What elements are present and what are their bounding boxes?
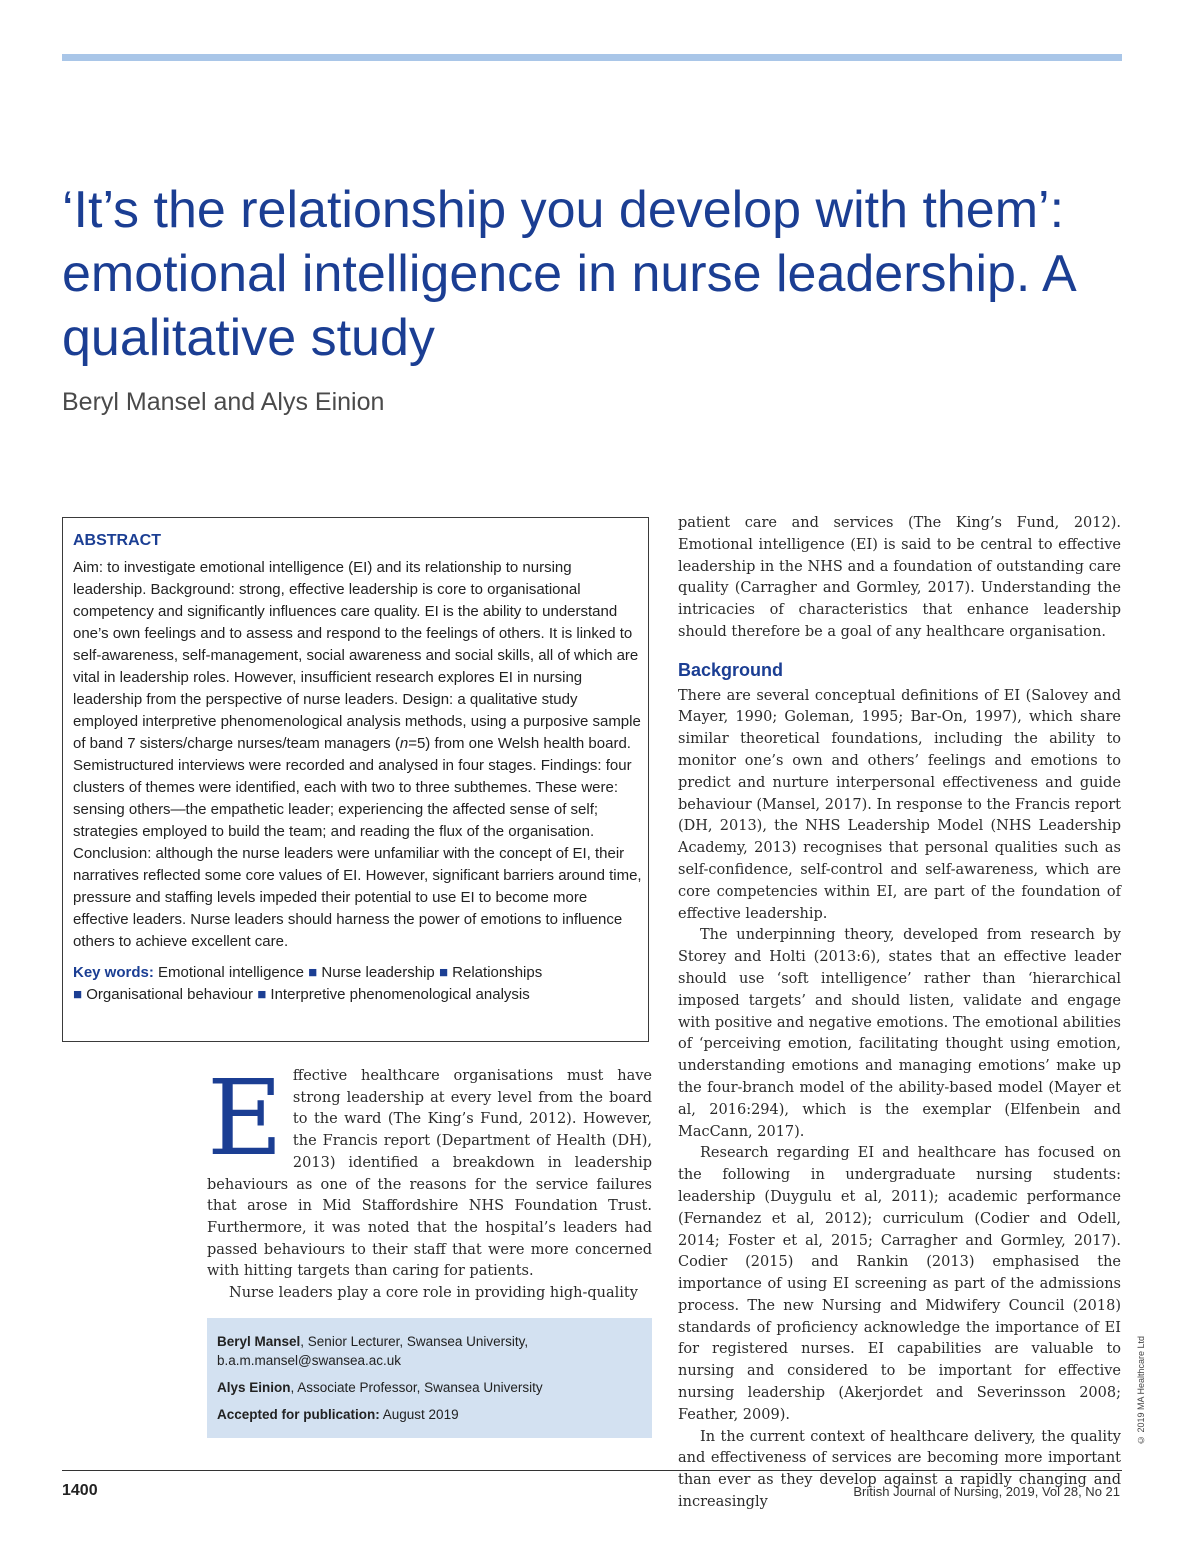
- accepted-for-publication: [217, 1405, 652, 1424]
- affiliation-author1-details: , Senior Lecturer, Swansea University,: [300, 1334, 529, 1349]
- article-authors: Beryl Mansel and Alys Einion: [62, 388, 385, 416]
- affiliation-author2-details: , Associate Professor, Swansea University: [290, 1380, 543, 1395]
- keyword-item: Interpretive phenomenological analysis: [270, 986, 530, 1003]
- abstract-text-part1: Aim: to investigate emotional intelligence (EI) and its relationship to nursing leadership. Background: strong, effective leadership is core to organisational competency and significantly influences care quality. EI is the ability to understand one’s own feelings and to assess and respond to the feelings of others. It is linked to self-awareness, self-management, social awareness and social skills, all of which are vital in leadership roles. However, insufficient research explores EI in nursing leadership from the perspective of nurse leaders. Design: a qualitative study employed interpretive phenomenological analysis methods, using a purposive sample of band 7 sisters/charge nurses/team managers (: [73, 559, 641, 752]
- keyword-item: Emotional intelligence: [158, 964, 304, 981]
- intro-paragraph: Nurse leaders play a core role in providing high-quality: [229, 1285, 638, 1302]
- body-paragraph: The underpinning theory, developed from research by Storey and Holti (2013:6), states that an effective leader should use ‘soft intelligence’ rather than ‘hierarchical imposed targets’ and should listen, validate and engage with positive and negative emotions. The emotional abilities of ‘perceiving emotion, facilitating thought using emotion, understanding emotions and managing emotions’ make up the four-branch model of the ability-based model (Mayer et al, 2016:294), which is the exemplar (Elfenbein and MacCann, 2017).: [678, 927, 1121, 1140]
- affiliation-author1-email: b.a.m.mansel@swansea.ac.uk: [217, 1353, 402, 1368]
- body-paragraph: patient care and services (The King’s Fund, 2012). Emotional intelligence (EI) is said to be central to effective leadership in the NHS and a foundation of outstanding care quality (Carragher and Gormley, 2017). Understanding the intricacies of characteristics that enhance leadership should therefore be a goal of any healthcare organisation.: [678, 515, 1121, 640]
- intro-column: [207, 1057, 652, 1305]
- affiliation-author2: [217, 1378, 652, 1397]
- keyword-bullet-icon: ■: [438, 964, 448, 981]
- footer-rule: [62, 1470, 1122, 1471]
- keyword-item: Organisational behaviour: [86, 986, 254, 1003]
- intro-paragraph: ffective healthcare organisations must have strong leadership at every level from the board to the ward (The King’s Fund, 2012). However, the Francis report (Department of Health (DH), 2013) identified a breakdown in leadership behaviours as one of the reasons for the service failures that arose in Mid Staffordshire NHS Foundation Trust. Furthermore, it was noted that the hospital’s leaders had passed behaviours to their staff that were more concerned with hitting targets than caring for patients.: [207, 1068, 652, 1280]
- keyword-bullet-icon: ■: [73, 986, 83, 1003]
- author-affiliations-box: [207, 1318, 652, 1438]
- abstract-n-italic: n: [399, 735, 409, 752]
- body-paragraph: There are several conceptual definitions of EI (Salovey and Mayer, 1990; Goleman, 1995; Bar-On, 1997), which share similar theoretical foundations, including the ability to monitor one’s own and others’ feelings and emotions to predict and nurture interpersonal effectiveness and guide behaviour (Mansel, 2017). In response to the Francis report (DH, 2013), the NHS Leadership Model (NHS Leadership Academy, 2013) recognises that personal qualities such as self-confidence, self-control and self-awareness, which are core competencies within EI, are part of the foundation of effective leadership.: [678, 687, 1121, 922]
- article-title: ‘It’s the relationship you develop with them’: emotional intelligence in nurse leadership. A qualitative study: [62, 181, 1074, 367]
- affiliation-author2-name: Alys Einion: [217, 1380, 291, 1395]
- top-rule: [62, 54, 1122, 61]
- drop-cap: E: [207, 1057, 283, 1179]
- keywords-label: Key words:: [73, 964, 154, 981]
- affiliation-author1-name: Beryl Mansel: [217, 1334, 301, 1349]
- abstract-text-part2: =5) from one Welsh health board. Semistructured interviews were recorded and analysed in four stages. Findings: four clusters of themes were identified, each with two to three subthemes. These were: sensing others—the empathetic leader; experiencing the affected sense of self; strategies employed to build the team; and reading the flux of the organisation. Conclusion: although the nurse leaders were unfamiliar with the concept of EI, their narratives reflected some core values of EI. However, significant barriers around time, pressure and staffing levels impeded their potential to use EI to become more effective leaders. Nurse leaders should harness the power of emotions to influence others to achieve excellent care.: [73, 735, 642, 950]
- section-heading-background: Background: [678, 659, 784, 680]
- accepted-label: Accepted for publication:: [217, 1407, 380, 1422]
- accepted-date: August 2019: [379, 1407, 459, 1422]
- journal-reference: British Journal of Nursing, 2019, Vol 28, No 21: [853, 1484, 1120, 1499]
- abstract-text: [73, 557, 643, 953]
- page-number: 1400: [62, 1482, 98, 1499]
- body-paragraph: In the current context of healthcare delivery, the quality and effectiveness of services are becoming more important than ever as they develop against a rapidly changing and increasingly: [678, 1428, 1121, 1511]
- keywords: [73, 962, 643, 1006]
- keyword-item: Relationships: [452, 964, 543, 981]
- copyright-notice: © 2019 MA Healthcare Ltd: [1136, 1335, 1146, 1445]
- abstract-box: [62, 517, 649, 1042]
- body-paragraph: Research regarding EI and healthcare has focused on the following in undergraduate nursing students: leadership (Duygulu et al, 2011); academic performance (Fernandez et al, 2012); curriculum (Codier and Odell, 2014; Foster et al, 2015; Carragher and Gormley, 2017). Codier (2015) and Rankin (2013) emphasised the importance of using EI screening as part of the admissions process. The new Nursing and Midwifery Council (2018) standards of proficiency acknowledge the importance of EI for registered nurses. EI capabilities are valuable to nursing and considered to be important for effective nursing leadership (Akerjordet and Severinsson 2008; Feather, 2009).: [678, 1145, 1121, 1423]
- abstract-heading: ABSTRACT: [73, 532, 161, 549]
- right-column: [678, 513, 1121, 1514]
- keyword-item: Nurse leadership: [321, 964, 435, 981]
- keyword-bullet-icon: ■: [257, 986, 267, 1003]
- keyword-bullet-icon: ■: [308, 964, 318, 981]
- affiliation-author1: [217, 1332, 652, 1370]
